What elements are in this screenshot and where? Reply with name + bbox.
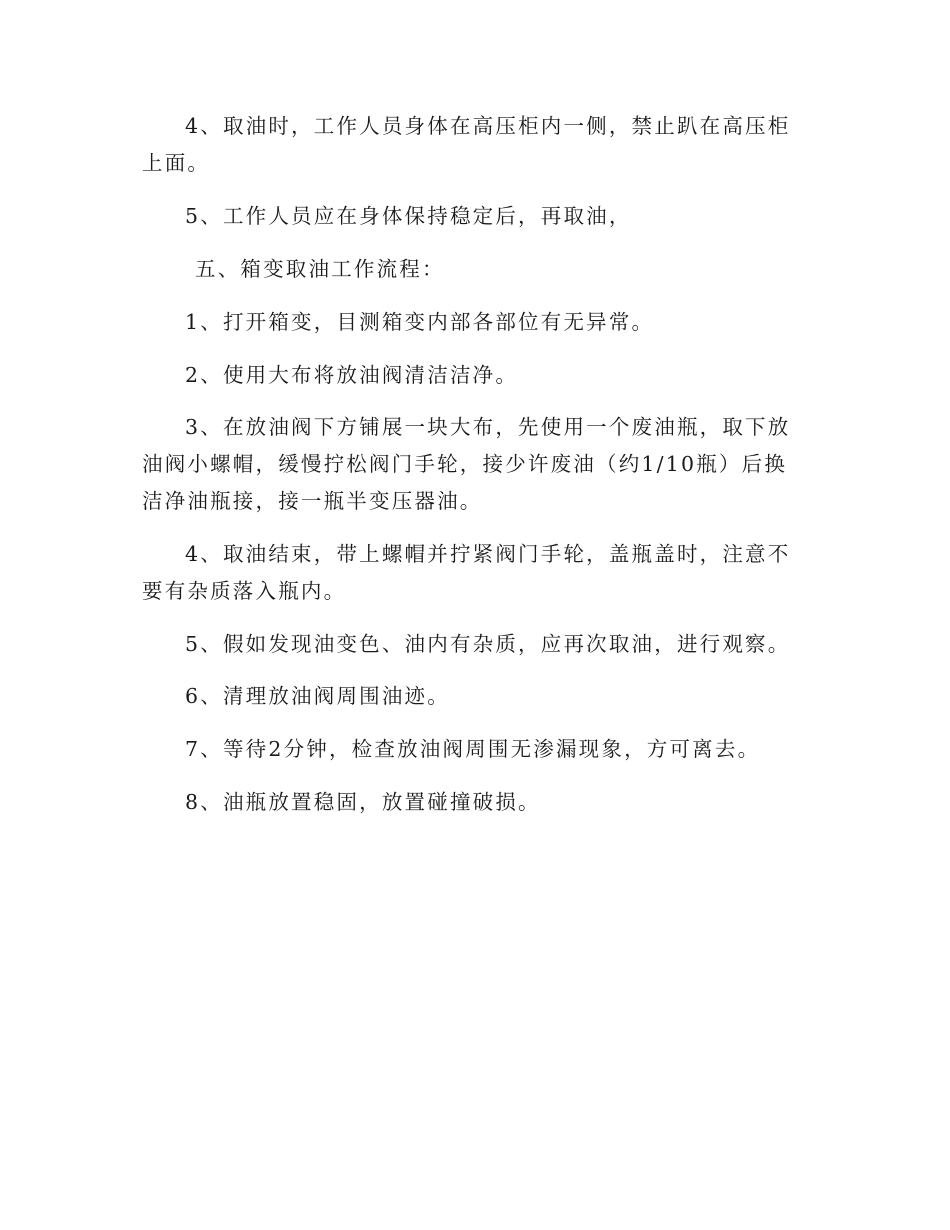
paragraph-step-5: 5、假如发现油变色、油内有杂质，应再次取油，进行观察。 [185, 632, 791, 656]
paragraph-step-4-safety: 4、取油时，工作人员身体在高压柜内一侧，禁止趴在高压柜上面。 [142, 114, 791, 175]
paragraph-step-3: 3、在放油阀下方铺展一块大布，先使用一个废油瓶，取下放油阀小螺帽，缓慢拧松阀门手轮，接少许废油（约1/10瓶）后换洁净油瓶接，接一瓶半变压器油。 [142, 415, 791, 513]
paragraph-step-1: 1、打开箱变，目测箱变内部各部位有无异常。 [185, 310, 655, 334]
paragraph-step-7: 7、等待2分钟，检查放油阀周围无渗漏现象，方可离去。 [185, 737, 761, 761]
paragraph-step-6: 6、清理放油阀周围油迹。 [185, 684, 450, 708]
paragraph-step-8: 8、油瓶放置稳固，放置碰撞破损。 [185, 790, 541, 814]
paragraph-step-4: 4、取油结束，带上螺帽并拧紧阀门手轮，盖瓶盖时，注意不要有杂质落入瓶内。 [142, 542, 791, 603]
paragraph-step-2: 2、使用大布将放油阀清洁洁净。 [185, 363, 519, 387]
section-heading: 五、箱变取油工作流程： [195, 257, 445, 281]
paragraph-step-5-safety: 5、工作人员应在身体保持稳定后，再取油， [185, 204, 632, 228]
